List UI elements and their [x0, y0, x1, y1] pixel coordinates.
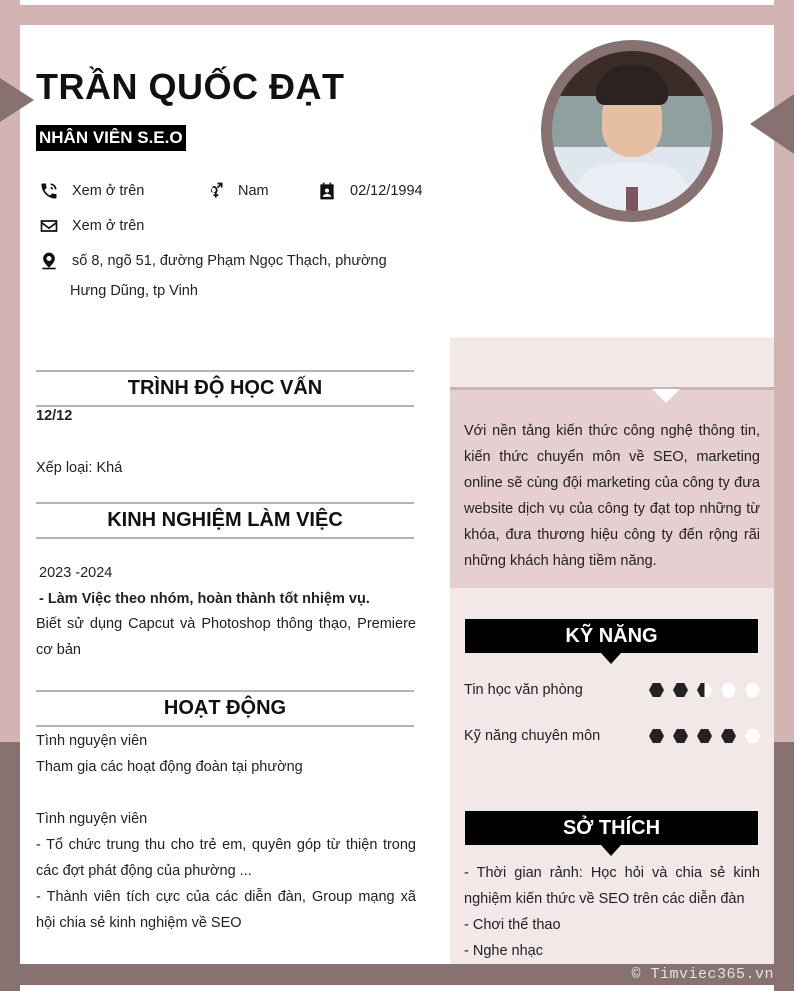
phone-value: Xem ở trên — [72, 183, 145, 199]
skills-heading-notch — [601, 653, 621, 664]
rating-dot-filled-icon — [649, 729, 664, 743]
skill-label: Tin học văn phòng — [464, 682, 583, 698]
experience-description: Biết sử dụng Capcut và Photoshop thông thạo, Premiere cơ bản — [36, 616, 416, 658]
activity-line: - Thành viên tích cực của các diễn đàn, Group mạng xã hội chia sẻ kinh nghiệm về SEO — [36, 889, 416, 931]
map-pin-icon — [38, 250, 60, 272]
rating-dot-empty-icon — [721, 683, 736, 697]
rating-dot-half-icon — [697, 683, 712, 697]
section-heading-experience: KINH NGHIỆM LÀM VIỆC — [36, 502, 414, 539]
education-rank: Xếp loại: Khá — [36, 460, 123, 476]
decor-triangle-left — [0, 78, 34, 122]
email-value: Xem ở trên — [72, 218, 145, 234]
frame-right-bar-dark — [774, 742, 794, 991]
frame-left-bar-dark — [0, 742, 20, 991]
summary-header-band — [450, 338, 774, 388]
education-grade: 12/12 — [36, 408, 73, 424]
frame-top-bar — [0, 5, 794, 25]
watermark: © Timviec365.vn — [631, 966, 774, 983]
career-objective-text: Với nền tảng kiến thức công nghệ thông tin, kiến thức chuyển môn về SEO, marketing online sẽ cùng đội marketing của công ty đưa website dịch vụ của công ty đạt top những từ khóa, đưa thương hiệu công ty đến rộng rãi những khách hàng tiềm năng. — [464, 423, 760, 569]
hobbies-heading-notch — [601, 845, 621, 856]
rating-dot-filled-icon — [673, 729, 688, 743]
activity-role: Tình nguyện viên — [36, 733, 148, 749]
section-heading-education: TRÌNH ĐỘ HỌC VẤN — [36, 370, 414, 407]
activity-line: Tham gia các hoạt động đoàn tại phường — [36, 759, 303, 775]
gender-value: Nam — [238, 183, 269, 199]
skill-rating — [649, 729, 760, 743]
rating-dot-filled-icon — [721, 729, 736, 743]
skill-label: Kỹ năng chuyên môn — [464, 728, 601, 744]
hobby-line: - Thời gian rảnh: Học hỏi và chia sẻ kinh nghiệm kiến thức về SEO trên các diễn đàn — [464, 865, 760, 907]
hobby-line: - Nghe nhạc — [464, 943, 543, 959]
phone-icon — [38, 180, 60, 202]
rating-dot-filled-icon — [649, 683, 664, 697]
candidate-name: TRẦN QUỐC ĐẠT — [36, 66, 345, 107]
hobby-line: - Chơi thể thao — [464, 917, 561, 933]
avatar — [552, 51, 712, 211]
birthday-value: 02/12/1994 — [350, 183, 423, 199]
contact-address — [38, 250, 387, 272]
envelope-icon — [38, 215, 60, 237]
calendar-icon — [316, 180, 338, 202]
summary-divider — [450, 387, 774, 390]
address-line-2: Hưng Dũng, tp Vinh — [70, 283, 198, 299]
skill-item — [464, 724, 760, 748]
contact-gender — [204, 180, 269, 202]
summary-notch — [652, 389, 680, 403]
activity-line: - Tổ chức trung thu cho trẻ em, quyên góp từ thiện trong các đợt phát động của phường ... — [36, 837, 416, 879]
gender-icon — [204, 180, 226, 202]
contact-phone — [38, 180, 144, 202]
skill-item — [464, 678, 760, 702]
job-title-badge: NHÂN VIÊN S.E.O — [36, 125, 186, 151]
section-heading-activities: HOẠT ĐỘNG — [36, 690, 414, 727]
section-heading-skills: KỸ NĂNG — [465, 619, 758, 653]
rating-dot-filled-icon — [673, 683, 688, 697]
experience-period: 2023 -2024 — [39, 565, 113, 581]
activity-role: Tình nguyện viên — [36, 811, 148, 827]
address-line-1: số 8, ngõ 51, đường Phạm Ngọc Thạch, phường — [72, 253, 387, 269]
skill-rating — [649, 683, 760, 697]
contact-email — [38, 215, 144, 237]
rating-dot-filled-icon — [697, 729, 712, 743]
section-heading-hobbies: SỞ THÍCH — [465, 811, 758, 845]
experience-highlight: - Làm Việc theo nhóm, hoàn thành tốt nhiệm vụ. — [39, 591, 370, 607]
rating-dot-empty-icon — [745, 683, 760, 697]
contact-birthday — [316, 180, 423, 202]
rating-dot-empty-icon — [745, 729, 760, 743]
decor-triangle-right — [750, 94, 794, 154]
